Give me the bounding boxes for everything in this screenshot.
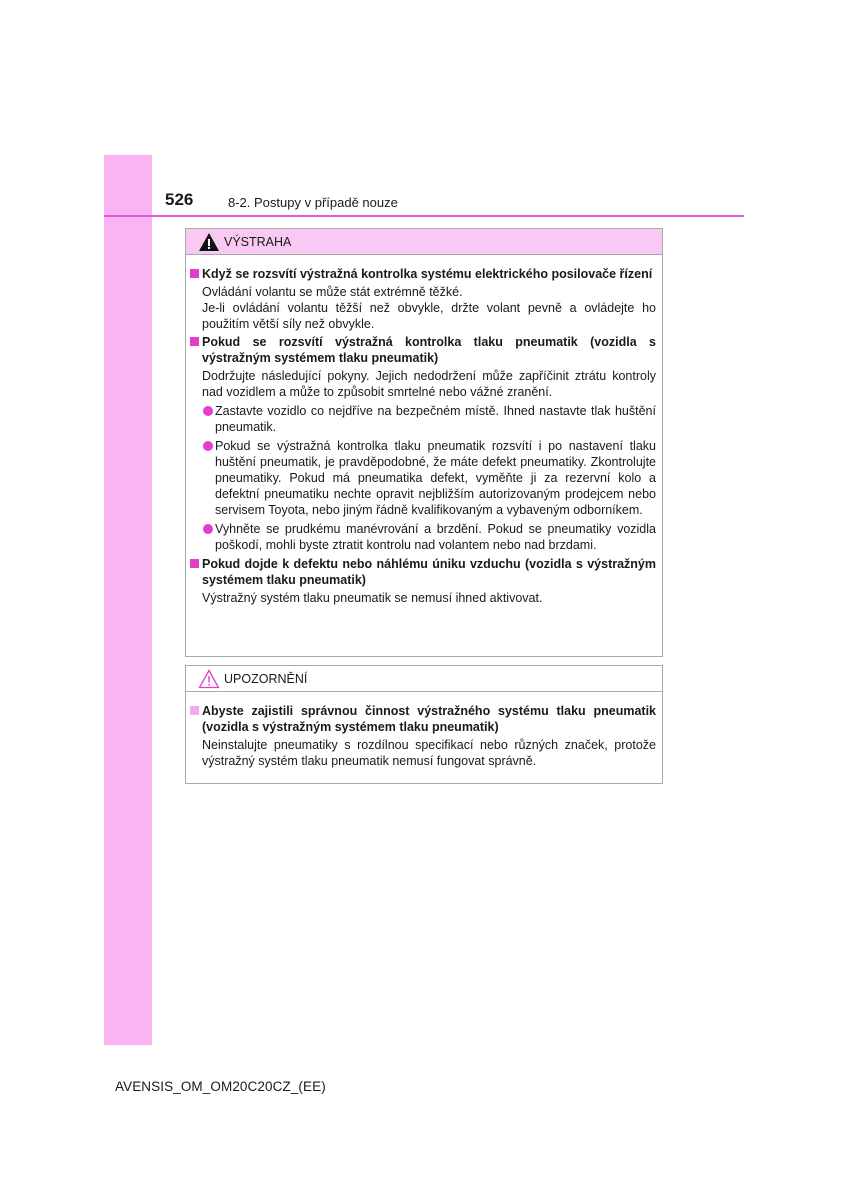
round-bullet-icon: [203, 441, 213, 451]
caution-box-body: [186, 692, 662, 769]
square-bullet-icon: [190, 706, 199, 715]
caution-item-heading: Abyste zajistili správnou činnost výstražného systému tlaku pneumatik (vozidla s výstražným systémem tlaku pneumatik): [190, 703, 656, 735]
warning-box-body: [186, 255, 662, 606]
warning-box: [185, 228, 663, 657]
warning-item-text: Výstražný systém tlaku pneumatik se nemusí ihned aktivovat.: [202, 591, 543, 605]
warning-box-title: VÝSTRAHA: [224, 234, 292, 249]
warning-bullet: Zastavte vozidlo co nejdříve na bezpečném místě. Ihned nastavte tlak huštění pneumatik.: [190, 403, 656, 435]
square-bullet-icon: [190, 269, 199, 278]
caution-item-text: Neinstalujte pneumatiky s rozdílnou specifikací nebo různých značek, protože výstražný systém tlaku pneumatik nemusí fungovat správně.: [202, 738, 656, 768]
warning-bullet: Pokud se výstražná kontrolka tlaku pneumatik rozsvítí i po nastavení tlaku huštění pneumatik, je pravděpodobné, že máte defekt pneumatiky. Zkontrolujte pneumatiky. Pokud má pneumatika defekt, vyměňte ji za rezervní kolo a defektní pneumatiku nechte opravit nejbližším autorizovaným prodejcem nebo servisem Toyota, nebo jiným řádně kvalifikovaným a vybaveným odborníkem.: [190, 438, 656, 518]
document-code-footer: AVENSIS_OM_OM20C20CZ_(EE): [115, 1079, 326, 1094]
square-bullet-icon: [190, 337, 199, 346]
warning-bullet: Vyhněte se prudkému manévrování a brzdění. Pokud se pneumatiky vozidla poškodí, mohli byste ztratit kontrolu nad volantem nebo nad brzdami.: [190, 521, 656, 553]
section-title: 8-2. Postupy v případě nouze: [228, 195, 398, 210]
header-rule: [104, 215, 744, 217]
warning-item-text: Ovládání volantu se může stát extrémně těžké. Je-li ovládání volantu těžší než obvykle, držte volant pevně a ovládejte ho použitím větší síly než obvykle.: [202, 285, 656, 331]
caution-box: [185, 665, 663, 784]
caution-triangle-icon: [198, 669, 220, 689]
round-bullet-icon: [203, 524, 213, 534]
caution-box-header: [186, 666, 662, 692]
round-bullet-icon: [203, 406, 213, 416]
warning-item-heading: Když se rozsvítí výstražná kontrolka systému elektrického posilovače řízení: [190, 266, 656, 282]
warning-box-header: [186, 229, 662, 255]
caution-box-title: UPOZORNĚNÍ: [224, 671, 308, 686]
warning-item-text: Dodržujte následující pokyny. Jejich nedodržení může zapříčinit ztrátu kontroly nad vozidlem a může to způsobit smrtelné nebo vážné zranění.: [202, 369, 656, 399]
page-number: 526: [165, 190, 194, 209]
warning-item-heading: Pokud se rozsvítí výstražná kontrolka tlaku pneumatik (vozidla s výstražným systémem tlaku pneumatik): [190, 334, 656, 366]
square-bullet-icon: [190, 559, 199, 568]
warning-item-heading: Pokud dojde k defektu nebo náhlému úniku vzduchu (vozidla s výstražným systémem tlaku pneumatik): [190, 556, 656, 588]
side-tab-bar: [104, 155, 152, 1045]
warning-triangle-icon: [198, 232, 220, 252]
